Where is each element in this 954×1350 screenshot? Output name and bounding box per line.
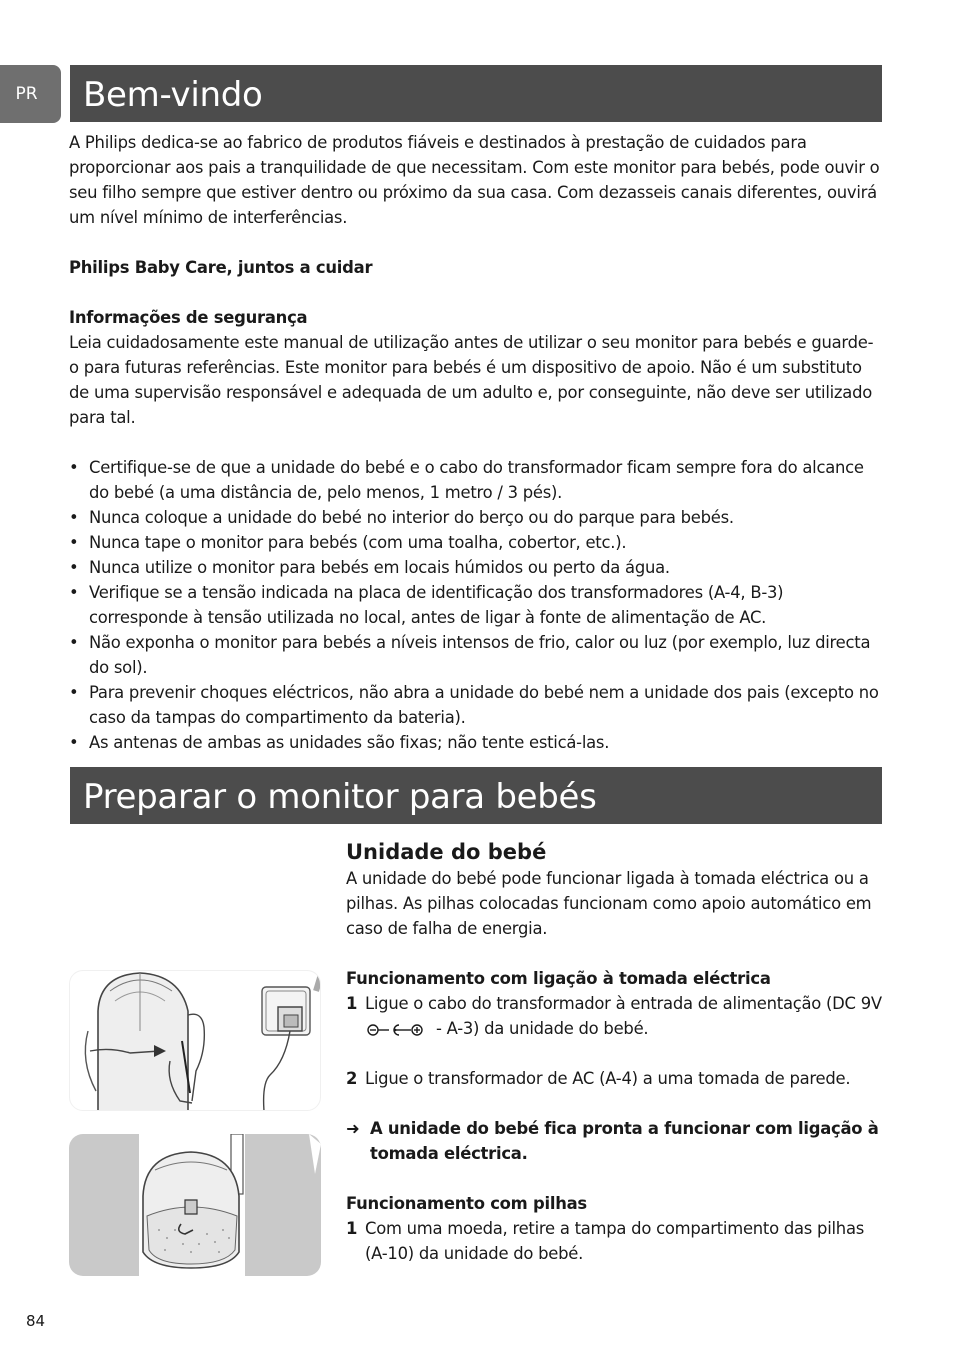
list-item: • Verifique se a tensão indicada na placa de identificação dos transformadores (A-4, B-3) corresponde à tensão utilizada no local, antes de ligar à fonte de alimentação de AC. (69, 580, 883, 630)
baby-unit-intro: A unidade do bebé pode funcionar ligada à tomada eléctrica ou a pilhas. As pilhas colocadas funcionam como apoio automático em caso de falha de energia. (346, 869, 872, 938)
step-text: - A-3) da unidade do bebé. (435, 1019, 649, 1038)
mains-step-1 (346, 991, 886, 1041)
list-item: • Nunca utilize o monitor para bebés em locais húmidos ou perto da água. (69, 555, 883, 580)
illustration-battery-compartment (69, 1134, 321, 1276)
battery-step-1 (346, 1216, 886, 1266)
baby-unit-back-illustration-icon (69, 1134, 321, 1276)
page-number: 84 (26, 1312, 46, 1330)
step-text: Ligue o cabo do transformador à entrada de alimentação (DC 9V (365, 994, 882, 1013)
list-item: • Nunca tape o monitor para bebés (com uma toalha, cobertor, etc.). (69, 530, 883, 555)
safety-text: Leia cuidadosamente este manual de utilização antes de utilizar o seu monitor para bebés e guarde-o para futuras referências. Este monitor para bebés é um dispositivo de apoio. Não é um substituto de uma supervisão responsável e adequada de um adulto e, por conseguinte, não deve ser utilizado para tal. (69, 333, 874, 427)
language-tab: PR (0, 65, 61, 123)
safety-heading: Informações de segurança (69, 308, 308, 327)
welcome-intro: A Philips dedica-se ao fabrico de produtos fiáveis e destinados à prestação de cuidados para proporcionar aos pais a tranquilidade de que necessitam. Com este monitor para bebés, pode ouvir o seu filho sempre que estiver dentro ou próximo da sua casa. Com dezasseis canais diferentes, ouvirá um nível mínimo de interferências. (69, 133, 880, 227)
list-item: • Para prevenir choques eléctricos, não abra a unidade do bebé nem a unidade dos pais (excepto no caso da tampas do compartimento da bateria). (69, 680, 883, 730)
baby-unit-heading: Unidade do bebé (346, 840, 547, 864)
dc-polarity-icon (365, 1022, 431, 1038)
arrow-icon: ➜ (346, 1119, 360, 1138)
slogan: Philips Baby Care, juntos a cuidar (69, 258, 373, 277)
battery-heading: Funcionamento com pilhas (346, 1194, 587, 1213)
step-number: 1 (346, 1219, 358, 1238)
safety-list (69, 455, 883, 755)
baby-unit-content (346, 838, 886, 1266)
section-title-setup: Preparar o monitor para bebés (70, 767, 882, 824)
power-adapter-illustration-icon (70, 971, 321, 1111)
mains-heading: Funcionamento com ligação à tomada eléctrica (346, 969, 771, 988)
step-number: 2 (346, 1069, 358, 1088)
section-title-welcome: Bem-vindo (70, 65, 882, 122)
list-item: • Certifique-se de que a unidade do bebé e o cabo do transformador ficam sempre fora do alcance do bebé (a uma distância de, pelo menos, 1 metro / 3 pés). (69, 455, 883, 505)
step-number: 1 (346, 994, 358, 1013)
list-item: • As antenas de ambas as unidades são fixas; não tente esticá-las. (69, 730, 883, 755)
mains-result (346, 1116, 886, 1166)
step-text: Com uma moeda, retire a tampa do compartimento das pilhas (A-10) da unidade do bebé. (365, 1219, 865, 1263)
welcome-content (69, 130, 883, 755)
list-item: • Nunca coloque a unidade do bebé no interior do berço ou do parque para bebés. (69, 505, 883, 530)
result-text: A unidade do bebé fica pronta a funcionar com ligação à tomada eléctrica. (370, 1119, 879, 1163)
illustration-power-connection (69, 970, 321, 1111)
step-text: Ligue o transformador de AC (A-4) a uma tomada de parede. (365, 1069, 851, 1088)
list-item: • Não exponha o monitor para bebés a níveis intensos de frio, calor ou luz (por exemplo, luz directa do sol). (69, 630, 883, 680)
mains-step-2 (346, 1066, 886, 1091)
